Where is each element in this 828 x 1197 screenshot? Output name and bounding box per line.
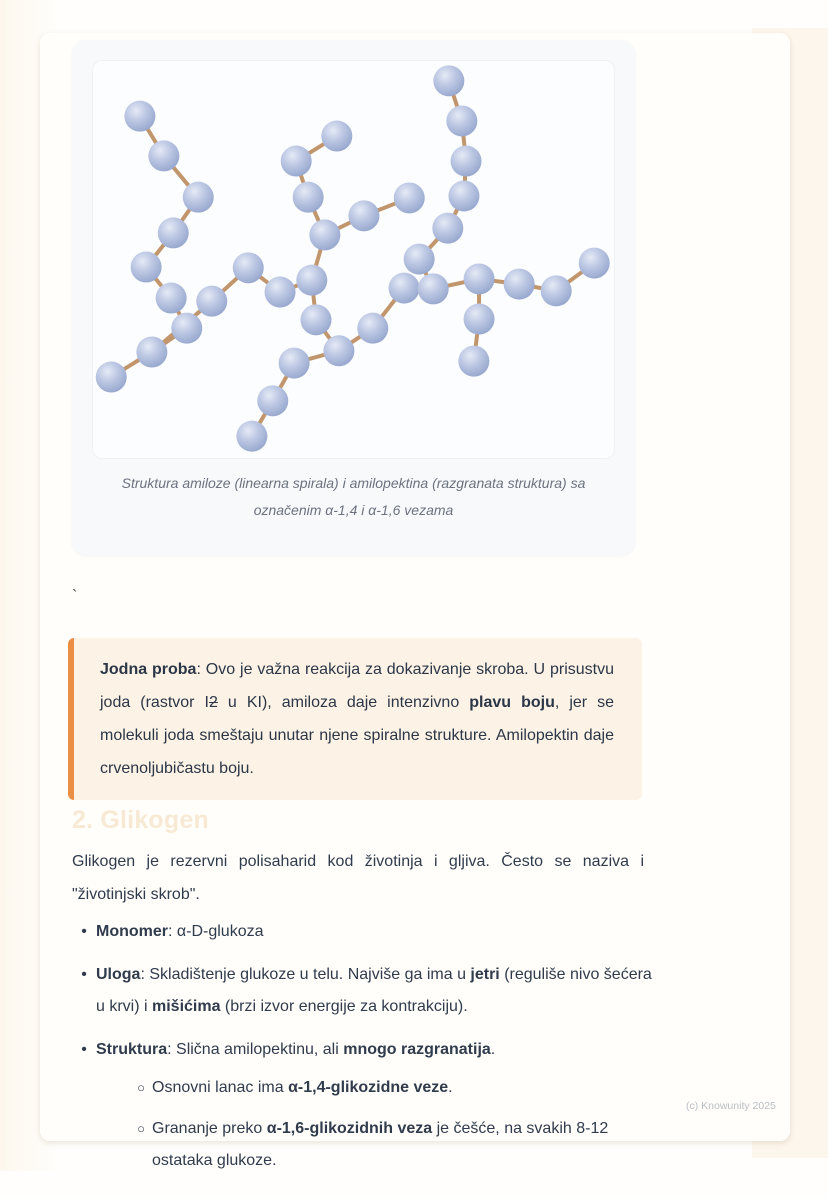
bullet-marker: • [81, 1041, 87, 1058]
molecule-image [92, 60, 615, 459]
molecule-node [293, 182, 324, 213]
bold-text: Monomer [96, 923, 168, 940]
bold-text: α-1,6-glikozidnih veza [266, 1120, 433, 1137]
molecule-node [265, 277, 296, 308]
molecule-node [136, 337, 167, 368]
molecule-node [451, 146, 482, 177]
molecule-node [448, 180, 479, 211]
text-segment: Osnovni lanac ima [152, 1079, 289, 1096]
text-segment: , jer se molekuli joda smeštaju unutar njene spiralne strukture. Amilopektin daje crvenoljubičastu boju. [100, 694, 615, 777]
text-segment: . [448, 1079, 453, 1096]
bullet-list [72, 916, 658, 1197]
molecule-node [96, 362, 127, 393]
molecule-node [309, 219, 340, 250]
list-item-text [96, 916, 658, 948]
molecule-node [236, 421, 267, 452]
text-segment: : Ovo je važna reakcija za dokazivanje skroba. U prisustvu joda (rastvor I [100, 661, 614, 711]
molecule-node [432, 213, 463, 244]
text-segment: . [490, 1041, 496, 1058]
molecule-node [464, 263, 495, 294]
molecule-node [257, 385, 288, 416]
bold-text: mnogo razgranatija [343, 1041, 491, 1058]
molecule-node [348, 200, 379, 231]
molecule-node [124, 101, 155, 132]
molecule-node [418, 273, 449, 304]
molecule-node [389, 273, 420, 304]
molecule-node [158, 217, 189, 248]
section-heading: 2. Glikogen [72, 806, 209, 834]
molecule-node [357, 313, 388, 344]
bullet-marker: • [81, 966, 87, 983]
list-item [72, 916, 658, 948]
molecule-node [196, 286, 227, 317]
sub-bullet-marker: ○ [137, 1080, 145, 1095]
text-segment: : Skladištenje glukoze u telu. Najviše ga ima u [140, 966, 471, 983]
sub-list-item [96, 1113, 658, 1177]
callout-text [100, 653, 614, 785]
molecule-node [131, 252, 162, 283]
molecule-node [323, 335, 354, 366]
molecule-node [433, 65, 464, 96]
list-item [72, 959, 658, 1023]
text-segment: u KI), amiloza daje intenzivno [217, 694, 470, 711]
figure-card [72, 40, 635, 555]
molecule-node [171, 313, 202, 344]
section-paragraph: Glikogen je rezervni polisaharid kod životinja i gljiva. Često se naziva i "životinjski skrob". [72, 853, 644, 903]
molecule-node [296, 265, 327, 296]
sub-list [96, 1072, 658, 1177]
text-segment: 2 [208, 694, 218, 711]
sub-list-item-text [152, 1113, 658, 1177]
sub-list-item [96, 1072, 658, 1104]
sub-bullet-marker: ○ [137, 1121, 145, 1136]
bold-text: Jodna proba [100, 661, 197, 678]
molecule-node [183, 182, 214, 213]
bold-text: plavu boju [469, 694, 555, 711]
molecule-node [156, 283, 187, 314]
watermark: (c) Knowunity 2025 [686, 1100, 776, 1112]
text-segment: (reguliše nivo šećera u krvi) i [96, 966, 652, 1015]
molecule-node [464, 304, 495, 335]
molecule-node [148, 140, 179, 171]
bold-text: Uloga [96, 966, 141, 983]
list-item-text [96, 959, 658, 1023]
molecule-node [394, 182, 425, 213]
molecule-node [321, 121, 352, 152]
text-segment: : α-D-glukoza [168, 923, 264, 940]
bold-text: jetri [470, 966, 500, 983]
bold-text: mišićima [152, 998, 221, 1015]
molecule-node [300, 304, 331, 335]
list-item [72, 1034, 658, 1186]
molecule-node [541, 275, 572, 306]
text-segment: je češće, na svakih 8-12 ostataka glukoze. [152, 1120, 609, 1169]
molecule-node [579, 248, 610, 279]
molecule-node [281, 146, 312, 177]
molecule-node [233, 252, 264, 283]
text-segment: : Slična amilopektinu, ali [167, 1041, 344, 1058]
bullet-marker: • [81, 923, 87, 940]
molecule-node [404, 244, 435, 275]
bold-text: α-1,4-glikozidne veze [288, 1079, 449, 1096]
stray-backtick-text: ` [72, 588, 78, 605]
callout-box [68, 638, 642, 800]
molecule-diagram-icon [93, 61, 614, 458]
text-segment: Grananje preko [152, 1120, 267, 1137]
bold-text: Struktura [96, 1041, 168, 1058]
molecule-node [279, 348, 310, 379]
molecule-node [504, 269, 535, 300]
figure-caption: Struktura amiloze (linearna spirala) i amilopektina (razgranata struktura) sa označenim α-1,4 i α-1,6 vezama [121, 475, 586, 519]
text-segment: (brzi izvor energije za kontrakciju). [220, 998, 468, 1015]
molecule-node [458, 346, 489, 377]
list-item-text [96, 1034, 658, 1186]
sub-list-item-text [152, 1072, 658, 1104]
molecule-node [446, 105, 477, 136]
